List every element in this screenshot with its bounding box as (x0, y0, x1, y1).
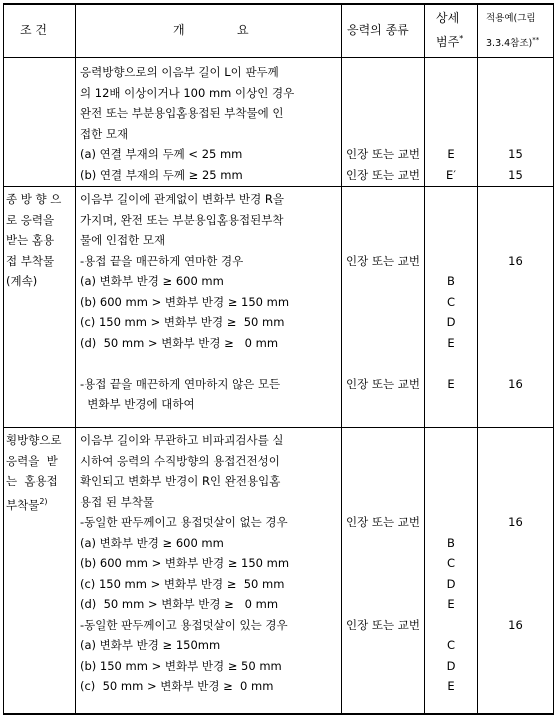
summary-line: -용접 끝을 매끈하게 연마한 경우 (80, 253, 244, 268)
detail-category-cell: D (446, 576, 456, 591)
stress-type-cell: 인장 또는 교번 (346, 147, 420, 161)
header-application-mark: ** (532, 36, 540, 44)
summary-line: (c) 50 mm > 변화부 반경 ≥ 0 mm (80, 679, 274, 693)
summary-line: (a) 변화부 반경 ≥ 600 mm (80, 535, 224, 550)
detail-category-cell: B (447, 535, 455, 550)
summary-line: 용접 된 부착물 (80, 494, 154, 509)
summary-line: (c) 150 mm > 변화부 반경 ≥ 50 mm (80, 576, 285, 591)
summary-line: (b) 연결 부재의 두께 ≥ 25 mm (80, 167, 243, 182)
summary-line: (b) 600 mm > 변화부 반경 ≥ 150 mm (80, 294, 290, 309)
column-divider (341, 3, 342, 715)
table-right-border (553, 3, 554, 715)
detail-category-cell: D (446, 658, 456, 673)
summary-line: -용접 끝을 매끈하게 연마하지 않은 모든 (80, 376, 281, 391)
condition-line: 접 부착물 (6, 253, 55, 268)
application-example-cell: 15 (508, 147, 523, 161)
detail-category-cell: E′ (446, 167, 456, 182)
detail-category-cell: E (447, 679, 455, 693)
detail-category-cell: E (447, 597, 455, 611)
stress-type-cell: 인장 또는 교번 (346, 167, 420, 182)
summary-line: (b) 150 mm > 변화부 반경 ≥ 50 mm (80, 658, 282, 673)
application-example-cell: 16 (508, 515, 523, 529)
header-separator (3, 57, 554, 58)
header-condition: 조 건 (20, 23, 47, 37)
detail-category-cell: C (446, 294, 456, 309)
detail-category-cell: E (447, 335, 455, 350)
summary-line: (c) 150 mm > 변화부 반경 ≥ 50 mm (80, 315, 285, 329)
summary-line: 가지며, 완전 또는 부분용입홈용접된부착 (80, 212, 284, 227)
header-stress-type: 응력의 종류 (347, 23, 409, 37)
header-application-line1: 적용예(그림 (486, 13, 536, 24)
table-top-border (3, 3, 554, 5)
detail-category-cell: C (446, 638, 456, 652)
summary-line: (a) 변화부 반경 ≥ 600 mm (80, 274, 224, 288)
summary-line: 시하여 응력의 수직방향의 용접건전성이 (80, 453, 280, 468)
detail-category-cell: C (446, 556, 456, 570)
summary-line: 완전 또는 부분용입홈용접된 부착물에 인 (80, 106, 284, 120)
condition-line: 받는 홈용 (6, 233, 55, 247)
section-separator (3, 186, 554, 187)
condition-line: 는 홈용접 (6, 474, 58, 488)
stress-type-cell: 인장 또는 교번 (346, 617, 420, 632)
summary-line: 응력방향으로의 이음부 길이 L이 판두께 (80, 65, 279, 79)
header-detail-category-text: 범주 (436, 35, 460, 49)
stress-type-cell: 인장 또는 교번 (346, 253, 420, 268)
condition-line: 응력을 받 (6, 453, 58, 468)
summary-line: (d) 50 mm > 변화부 반경 ≥ 0 mm (80, 335, 279, 350)
header-application-text: 3.3.4참조) (486, 38, 533, 50)
header-application-line2 (486, 35, 539, 49)
summary-line: 확인되고 변화부 반경이 R인 완전용입홈 (80, 474, 281, 488)
application-example-cell: 16 (508, 253, 523, 268)
application-example-cell: 16 (508, 376, 523, 391)
table-bottom-border (3, 713, 554, 715)
header-summary-left: 개 (173, 23, 185, 37)
stress-type-cell: 인장 또는 교번 (346, 515, 420, 529)
condition-line: 부착물$^{2)}$ (6, 496, 48, 512)
table-left-border (3, 3, 4, 715)
condition-line: (계속) (6, 274, 38, 288)
stress-type-cell: 인장 또는 교번 (346, 376, 420, 391)
header-detail-category-mark: * (459, 34, 464, 43)
detail-category-cell: B (447, 274, 455, 288)
summary-line: (b) 600 mm > 변화부 반경 ≥ 150 mm (80, 556, 290, 570)
detail-category-cell: E (447, 147, 455, 161)
summary-line: -동일한 판두께이고 용접덧살이 있는 경우 (80, 617, 288, 632)
column-divider (75, 3, 76, 715)
condition-line: 횡방향으로 (6, 433, 62, 447)
summary-line: 이음부 길이에 관계없이 변화부 반경 R을 (80, 192, 285, 206)
header-detail-category-line1: 상세 (436, 11, 460, 25)
header-detail-category-line2 (436, 32, 463, 49)
summary-line: -동일한 판두께이고 용접덧살이 없는 경우 (80, 515, 288, 529)
application-example-cell: 16 (508, 617, 523, 632)
section-separator (3, 427, 554, 428)
column-divider (477, 3, 478, 715)
condition-footnote-mark: 2) (39, 496, 48, 506)
summary-line: (a) 연결 부재의 두께 < 25 mm (80, 147, 243, 161)
condition-line: 로 응력을 (6, 212, 55, 227)
detail-category-cell: E (447, 376, 455, 391)
detail-category-cell: D (446, 315, 456, 329)
summary-line: 물에 인접한 모재 (80, 233, 166, 247)
summary-line: 접한 모재 (80, 126, 129, 141)
summary-line: (a) 변화부 반경 ≥ 150mm (80, 638, 221, 652)
summary-line: 변화부 반경에 대하여 (80, 397, 195, 411)
summary-line: (d) 50 mm > 변화부 반경 ≥ 0 mm (80, 597, 279, 611)
condition-line: 종 방 향 으 (6, 192, 62, 206)
summary-line: 의 12배 이상이거나 100 mm 이상인 경우 (80, 85, 295, 100)
application-example-cell: 15 (508, 167, 523, 182)
summary-line: 이음부 길이와 무관하고 비파괴검사를 실 (80, 433, 284, 447)
header-summary-right: 요 (237, 23, 249, 37)
